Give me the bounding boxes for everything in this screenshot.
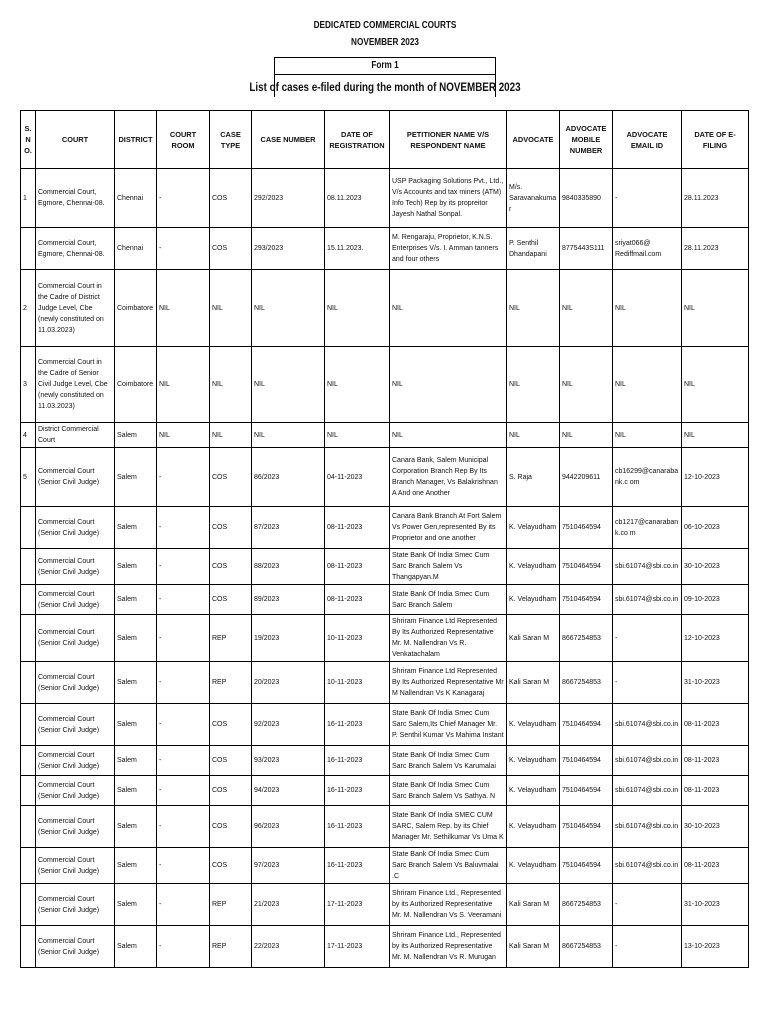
cases-table: [20, 110, 749, 968]
court-cell: Commercial Court (Senior Civil Judge): [36, 507, 115, 549]
mobile-cell: 7510464594: [560, 848, 613, 884]
court-room-cell: -: [157, 549, 210, 585]
advocate-cell: K. Velayudham: [507, 549, 560, 585]
court-room-cell: -: [157, 926, 210, 968]
table-row: [21, 926, 749, 968]
court-cell: District Commercial Court: [36, 423, 115, 448]
table-row: [21, 423, 749, 448]
parties-cell: State Bank Of India SMEC CUM SARC, Salem Rep. by its Chief Manager Mr. Sethilkumar Vs Uma K: [390, 806, 507, 848]
efiling-date-cell: 08-11-2023: [682, 704, 749, 746]
table-row: [21, 347, 749, 423]
parties-cell: Shriram Finance Ltd., Represented by its Authorized Representative Mr. M. Nallendran Vs S. Veeramani: [390, 884, 507, 926]
court-room-cell: -: [157, 448, 210, 507]
court-cell: Commercial Court (Senior Civil Judge): [36, 884, 115, 926]
mobile-cell: 7510464594: [560, 806, 613, 848]
table-header-row: [21, 111, 749, 169]
case-number-cell: 88/2023: [252, 549, 325, 585]
court-cell: Commercial Court (Senior Civil Judge): [36, 806, 115, 848]
parties-cell: NIL: [390, 423, 507, 448]
case-type-cell: REP: [210, 662, 252, 704]
case-number-cell: NIL: [252, 347, 325, 423]
district-cell: Salem: [115, 776, 157, 806]
court-cell: Commercial Court (Senior Civil Judge): [36, 448, 115, 507]
case-type-cell: REP: [210, 926, 252, 968]
advocate-cell: K. Velayudham: [507, 704, 560, 746]
parties-cell: NIL: [390, 347, 507, 423]
registration-date-cell: NIL: [325, 423, 390, 448]
table-row: [21, 169, 749, 228]
table-row: [21, 884, 749, 926]
sno-cell: [21, 806, 36, 848]
mobile-cell: NIL: [560, 270, 613, 347]
advocate-cell: K. Velayudham: [507, 848, 560, 884]
district-cell: Salem: [115, 507, 157, 549]
efiling-date-cell: NIL: [682, 347, 749, 423]
mobile-cell: 8775443S111: [560, 228, 613, 270]
district-cell: Salem: [115, 746, 157, 776]
case-number-cell: 89/2023: [252, 585, 325, 615]
case-type-cell: COS: [210, 806, 252, 848]
registration-date-cell: 10-11-2023: [325, 615, 390, 662]
email-cell: NIL: [613, 270, 682, 347]
sno-cell: [21, 884, 36, 926]
district-cell: Coimbatore: [115, 347, 157, 423]
district-cell: Salem: [115, 806, 157, 848]
advocate-cell: P. Senthil Dhandapani: [507, 228, 560, 270]
case-number-cell: 94/2023: [252, 776, 325, 806]
case-type-cell: COS: [210, 704, 252, 746]
case-type-cell: COS: [210, 848, 252, 884]
advocate-cell: K. Velayudham: [507, 507, 560, 549]
parties-cell: Shriram Finance Ltd., Represented by its Authorized Representative Mr. M. Nallendran Vs R. Murugan: [390, 926, 507, 968]
registration-date-cell: 04-11-2023: [325, 448, 390, 507]
case-number-cell: NIL: [252, 423, 325, 448]
mobile-cell: 7510464594: [560, 776, 613, 806]
sno-cell: [21, 228, 36, 270]
registration-date-cell: 16-11-2023: [325, 806, 390, 848]
district-cell: Salem: [115, 615, 157, 662]
court-room-cell: -: [157, 615, 210, 662]
efiling-date-cell: NIL: [682, 423, 749, 448]
column-header: COURT: [36, 111, 115, 169]
parties-cell: M. Rengaraju, Proprietor, K.N.S. Enterprises V/s. I. Amman tanners and four others: [390, 228, 507, 270]
column-header: DATE OF E-FILING: [682, 111, 749, 169]
email-cell: sbi.61074@sbi.co.in: [613, 549, 682, 585]
registration-date-cell: 10-11-2023: [325, 662, 390, 704]
sno-cell: 1: [21, 169, 36, 228]
parties-cell: State Bank Of India Smec Cum Sarc Salem,Its Chief Manager Mr. P. Senthil Kumar Vs Mahima Instant: [390, 704, 507, 746]
email-cell: NIL: [613, 347, 682, 423]
court-room-cell: -: [157, 585, 210, 615]
email-cell: sriyat066@ Rediffmail.com: [613, 228, 682, 270]
parties-cell: Shriram Finance Ltd Represented By Its Authorized Representative Mr M Nallendran Vs K Kanagaraj: [390, 662, 507, 704]
court-cell: Commercial Court (Senior Civil Judge): [36, 615, 115, 662]
court-room-cell: -: [157, 228, 210, 270]
court-room-cell: -: [157, 806, 210, 848]
case-type-cell: REP: [210, 884, 252, 926]
court-cell: Commercial Court (Senior Civil Judge): [36, 704, 115, 746]
efiling-date-cell: 30-10-2023: [682, 549, 749, 585]
district-cell: Salem: [115, 884, 157, 926]
mobile-cell: 9442209611: [560, 448, 613, 507]
case-type-cell: COS: [210, 549, 252, 585]
table-row: [21, 448, 749, 507]
email-cell: -: [613, 926, 682, 968]
court-room-cell: -: [157, 507, 210, 549]
efiling-date-cell: 31-10-2023: [682, 884, 749, 926]
email-cell: sbi.61074@sbi.co.in: [613, 776, 682, 806]
sno-cell: [21, 507, 36, 549]
parties-cell: State Bank Of India Smec Cum Sarc Branch Salem Vs Thangapyan.M: [390, 549, 507, 585]
advocate-cell: K. Velayudham: [507, 806, 560, 848]
table-row: [21, 585, 749, 615]
court-cell: Commercial Court (Senior Civil Judge): [36, 549, 115, 585]
district-cell: Salem: [115, 423, 157, 448]
court-cell: Commercial Court (Senior Civil Judge): [36, 746, 115, 776]
sno-cell: [21, 585, 36, 615]
advocate-cell: M/s. Saravanakumar: [507, 169, 560, 228]
table-row: [21, 228, 749, 270]
sno-cell: [21, 615, 36, 662]
advocate-cell: Kali Saran M: [507, 615, 560, 662]
sno-cell: 3: [21, 347, 36, 423]
mobile-cell: 8667254853: [560, 926, 613, 968]
efiling-date-cell: 28.11.2023: [682, 169, 749, 228]
district-cell: Salem: [115, 585, 157, 615]
mobile-cell: 8667254853: [560, 615, 613, 662]
court-room-cell: NIL: [157, 423, 210, 448]
mobile-cell: NIL: [560, 347, 613, 423]
sno-cell: 2: [21, 270, 36, 347]
email-cell: NIL: [613, 423, 682, 448]
registration-date-cell: 08-11-2023: [325, 585, 390, 615]
case-number-cell: 20/2023: [252, 662, 325, 704]
column-header: DATE OF REGISTRATION: [325, 111, 390, 169]
doc-month: NOVEMBER 2023: [351, 37, 419, 48]
table-row: [21, 549, 749, 585]
table-row: [21, 270, 749, 347]
registration-date-cell: 08.11.2023: [325, 169, 390, 228]
advocate-cell: K. Velayudham: [507, 746, 560, 776]
advocate-cell: NIL: [507, 347, 560, 423]
sno-cell: [21, 662, 36, 704]
case-number-cell: 292/2023: [252, 169, 325, 228]
table-row: [21, 806, 749, 848]
district-cell: Chennai: [115, 228, 157, 270]
case-type-cell: NIL: [210, 347, 252, 423]
court-room-cell: NIL: [157, 270, 210, 347]
form-label: Form 1: [371, 60, 399, 71]
mobile-cell: 7510464594: [560, 507, 613, 549]
sno-cell: [21, 926, 36, 968]
mobile-cell: 8667254853: [560, 884, 613, 926]
mobile-cell: 7510464594: [560, 585, 613, 615]
registration-date-cell: NIL: [325, 270, 390, 347]
registration-date-cell: 16-11-2023: [325, 746, 390, 776]
advocate-cell: Kali Saran M: [507, 884, 560, 926]
parties-cell: State Bank Of India Smec Cum Sarc Branch Salem: [390, 585, 507, 615]
registration-date-cell: 16-11-2023: [325, 848, 390, 884]
sno-cell: [21, 776, 36, 806]
table-row: [21, 662, 749, 704]
court-room-cell: -: [157, 169, 210, 228]
column-header: DISTRICT: [115, 111, 157, 169]
advocate-cell: S. Raja: [507, 448, 560, 507]
case-type-cell: COS: [210, 507, 252, 549]
table-row: [21, 848, 749, 884]
advocate-cell: Kali Saran M: [507, 662, 560, 704]
mobile-cell: 8667254853: [560, 662, 613, 704]
email-cell: -: [613, 169, 682, 228]
efiling-date-cell: 12-10-2023: [682, 615, 749, 662]
case-type-cell: COS: [210, 228, 252, 270]
parties-cell: Canara Bank Branch At Fort Salem Vs Power Gen,represented By its Proprietor and one another: [390, 507, 507, 549]
case-number-cell: 92/2023: [252, 704, 325, 746]
efiling-date-cell: 08-11-2023: [682, 776, 749, 806]
registration-date-cell: 16-11-2023: [325, 704, 390, 746]
table-row: [21, 704, 749, 746]
efiling-date-cell: 30-10-2023: [682, 806, 749, 848]
court-room-cell: NIL: [157, 347, 210, 423]
efiling-date-cell: 06-10-2023: [682, 507, 749, 549]
case-number-cell: 22/2023: [252, 926, 325, 968]
court-room-cell: -: [157, 704, 210, 746]
efiling-date-cell: NIL: [682, 270, 749, 347]
email-cell: -: [613, 615, 682, 662]
case-number-cell: 97/2023: [252, 848, 325, 884]
email-cell: sbi.61074@sbi.co.in: [613, 704, 682, 746]
table-row: [21, 746, 749, 776]
mobile-cell: 9840335890: [560, 169, 613, 228]
column-header: COURT ROOM: [157, 111, 210, 169]
column-header: CASE NUMBER: [252, 111, 325, 169]
parties-cell: State Bank Of India Smec Cum Sarc Branch Salem Vs Sathya. N: [390, 776, 507, 806]
case-type-cell: NIL: [210, 423, 252, 448]
efiling-date-cell: 28.11.2023: [682, 228, 749, 270]
email-cell: sbi.61074@sbi.co.in: [613, 806, 682, 848]
list-title: List of cases e-filed during the month of NOVEMBER 2023: [249, 80, 521, 94]
case-type-cell: COS: [210, 169, 252, 228]
registration-date-cell: 15.11.2023.: [325, 228, 390, 270]
court-cell: Commercial Court, Egmore, Chennai-08.: [36, 228, 115, 270]
court-room-cell: -: [157, 776, 210, 806]
parties-cell: State Bank Of India Smec Cum Sarc Branch Salem Vs Baluvmalai .C: [390, 848, 507, 884]
case-type-cell: COS: [210, 585, 252, 615]
column-header: CASE TYPE: [210, 111, 252, 169]
case-number-cell: 87/2023: [252, 507, 325, 549]
efiling-date-cell: 12-10-2023: [682, 448, 749, 507]
court-cell: Commercial Court in the Cadre of Senior Civil Judge Level, Cbe (newly constituted on 11.03.2023): [36, 347, 115, 423]
case-number-cell: 96/2023: [252, 806, 325, 848]
district-cell: Salem: [115, 549, 157, 585]
registration-date-cell: 17-11-2023: [325, 884, 390, 926]
table-row: [21, 507, 749, 549]
efiling-date-cell: 13-10-2023: [682, 926, 749, 968]
efiling-date-cell: 09-10-2023: [682, 585, 749, 615]
email-cell: sbi.61074@sbi.co.in: [613, 585, 682, 615]
parties-cell: NIL: [390, 270, 507, 347]
parties-cell: Shriram Finance Ltd Represented By Its Authorized Representative Mr. M. Nallendran Vs R. Venkatachalam: [390, 615, 507, 662]
case-number-cell: 86/2023: [252, 448, 325, 507]
district-cell: Salem: [115, 662, 157, 704]
table-row: [21, 776, 749, 806]
parties-cell: State Bank Of India Smec Cum Sarc Branch Salem Vs Karumalai: [390, 746, 507, 776]
case-type-cell: COS: [210, 776, 252, 806]
email-cell: sbi.61074@sbi.co.in: [613, 848, 682, 884]
case-number-cell: 293/2023: [252, 228, 325, 270]
sno-cell: [21, 746, 36, 776]
table-row: [21, 615, 749, 662]
email-cell: -: [613, 884, 682, 926]
case-type-cell: COS: [210, 746, 252, 776]
court-cell: Commercial Court (Senior Civil Judge): [36, 585, 115, 615]
advocate-cell: Kali Saran M: [507, 926, 560, 968]
sno-cell: 5: [21, 448, 36, 507]
sno-cell: [21, 549, 36, 585]
sno-cell: [21, 848, 36, 884]
advocate-cell: K. Velayudham: [507, 585, 560, 615]
registration-date-cell: 16-11-2023: [325, 776, 390, 806]
advocate-cell: K. Velayudham: [507, 776, 560, 806]
column-header: S.N O.: [21, 111, 36, 169]
column-header: ADVOCATE EMAIL ID: [613, 111, 682, 169]
registration-date-cell: 08-11-2023: [325, 507, 390, 549]
efiling-date-cell: 08-11-2023: [682, 746, 749, 776]
advocate-cell: NIL: [507, 270, 560, 347]
case-number-cell: 19/2023: [252, 615, 325, 662]
efiling-date-cell: 08-11-2023: [682, 848, 749, 884]
court-cell: Commercial Court (Senior Civil Judge): [36, 848, 115, 884]
case-number-cell: 93/2023: [252, 746, 325, 776]
sno-cell: 4: [21, 423, 36, 448]
court-room-cell: -: [157, 884, 210, 926]
registration-date-cell: 17-11-2023: [325, 926, 390, 968]
court-cell: Commercial Court (Senior Civil Judge): [36, 776, 115, 806]
court-cell: Commercial Court in the Cadre of District Judge Level, Cbe (newly constituted on 11.03.2023): [36, 270, 115, 347]
district-cell: Salem: [115, 848, 157, 884]
mobile-cell: 7510464594: [560, 746, 613, 776]
efiling-date-cell: 31-10-2023: [682, 662, 749, 704]
court-room-cell: -: [157, 662, 210, 704]
mobile-cell: NIL: [560, 423, 613, 448]
doc-title: DEDICATED COMMERCIAL COURTS: [313, 20, 457, 31]
registration-date-cell: 08-11-2023: [325, 549, 390, 585]
advocate-cell: NIL: [507, 423, 560, 448]
email-cell: cb1217@canarabank.co m: [613, 507, 682, 549]
court-room-cell: -: [157, 746, 210, 776]
district-cell: Salem: [115, 704, 157, 746]
mobile-cell: 7510464594: [560, 549, 613, 585]
case-number-cell: 21/2023: [252, 884, 325, 926]
case-type-cell: NIL: [210, 270, 252, 347]
column-header: ADVOCATE: [507, 111, 560, 169]
case-type-cell: REP: [210, 615, 252, 662]
parties-cell: Canara Bank, Salem Municipal Corporation Branch Rep By Its Branch Manager, Vs Balakrishnan A And one Another: [390, 448, 507, 507]
column-header: PETITIONER NAME V/S RESPONDENT NAME: [390, 111, 507, 169]
district-cell: Salem: [115, 448, 157, 507]
case-type-cell: COS: [210, 448, 252, 507]
case-number-cell: NIL: [252, 270, 325, 347]
district-cell: Chennai: [115, 169, 157, 228]
court-cell: Commercial Court, Egmore, Chennai-08.: [36, 169, 115, 228]
parties-cell: USP Packaging Solutions Pvt., Ltd., V/s Accounts and tax miners (ATM) Info Tech) Rep by its propreitor Jayesh Nathal Sonpal.: [390, 169, 507, 228]
court-cell: Commercial Court (Senior Civil Judge): [36, 926, 115, 968]
court-room-cell: -: [157, 848, 210, 884]
email-cell: sbi.61074@sbi.co.in: [613, 746, 682, 776]
email-cell: cb16299@canarabank.c om: [613, 448, 682, 507]
sno-cell: [21, 704, 36, 746]
district-cell: Salem: [115, 926, 157, 968]
court-cell: Commercial Court (Senior Civil Judge): [36, 662, 115, 704]
table-body: [21, 169, 749, 968]
district-cell: Coimbatore: [115, 270, 157, 347]
column-header: ADVOCATE MOBILE NUMBER: [560, 111, 613, 169]
mobile-cell: 7510464594: [560, 704, 613, 746]
email-cell: -: [613, 662, 682, 704]
registration-date-cell: NIL: [325, 347, 390, 423]
